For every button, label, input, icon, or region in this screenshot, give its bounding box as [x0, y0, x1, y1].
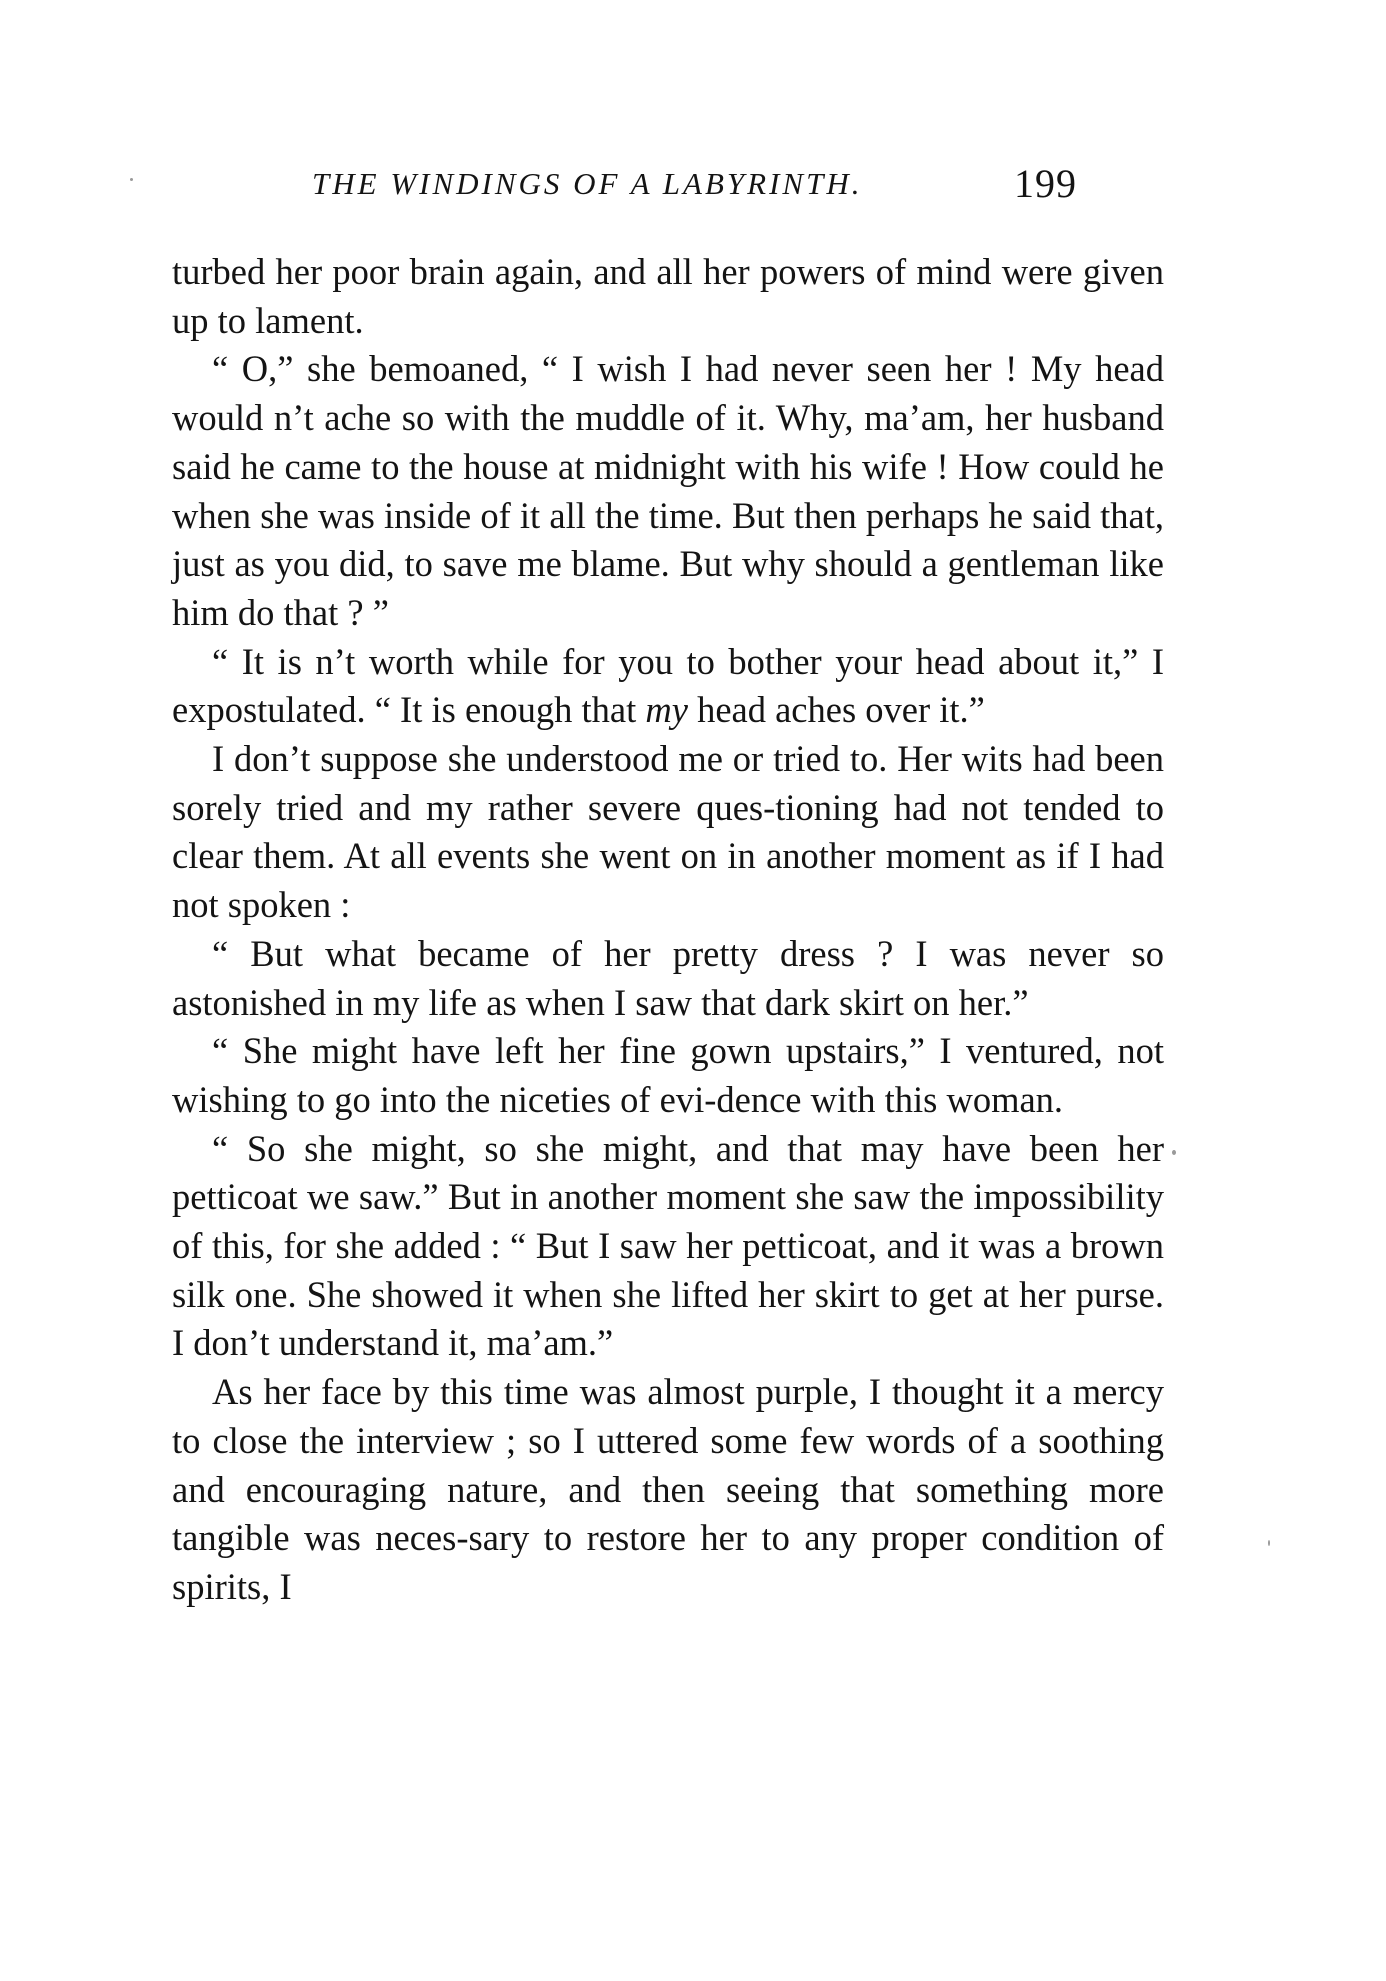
paragraph — [172, 248, 1164, 345]
paragraph — [172, 1027, 1164, 1124]
scan-speck — [1268, 1540, 1270, 1546]
text-run: As her face by this time was almost purple, I thought it a mercy to close the interview ; so I uttered some few words of a soothing and encouraging nature, and then seeing that something more tangible was neces-sary to restore her to any proper condition of spirits, I — [172, 1371, 1164, 1607]
scan-speck — [130, 178, 133, 181]
paragraph — [172, 1125, 1164, 1369]
text-run: head aches over it.” — [687, 689, 985, 731]
text-run: “ O,” she bemoaned, “ I wish I had never seen her ! My head would n’t ache so with the muddle of it. Why, ma’am, her husband said he came to the house at midnight with his wife ! How could he when she was inside of it all the time. But then perhaps he said that, just as you did, to save me blame. But why should a gentleman like him do that ? ” — [172, 348, 1164, 633]
emphasis-text: my — [645, 689, 688, 731]
running-head — [312, 160, 1077, 210]
running-title: THE WINDINGS OF A LABYRINTH. — [312, 166, 863, 201]
paragraph — [172, 345, 1164, 637]
paragraph — [172, 1368, 1164, 1612]
text-run: “ But what became of her pretty dress ? I was never so astonished in my life as when I saw that dark skirt on her.” — [172, 932, 1164, 1023]
text-run: I don’t suppose she understood me or tried to. Her wits had been sorely tried and my rather severe ques-tioning had not tended to clear them. At all events she went on in another moment as if I had not spoken : — [172, 738, 1164, 926]
page-number: 199 — [1014, 161, 1077, 206]
body-text — [172, 248, 1164, 1612]
paragraph — [172, 638, 1164, 735]
text-run: “ She might have left her fine gown upstairs,” I ventured, not wishing to go into the niceties of evi-dence with this woman. — [172, 1030, 1164, 1120]
paragraph — [172, 735, 1164, 930]
paragraph — [172, 930, 1164, 1027]
text-run: “ It is n’t worth while for you to bother your head about it,” I expostulated. “ It is enough that — [172, 640, 1164, 731]
text-run: turbed her poor brain again, and all her powers of mind were given up to lament. — [172, 251, 1164, 341]
text-run: “ So she might, so she might, and that may have been her petticoat we saw.” But in another moment she saw the impossibility of this, for she added : “ But I saw her petticoat, and it was a brown silk one. She showed it when she lifted her skirt to get at her purse. I don’t understand it, ma’am.” — [172, 1127, 1164, 1364]
scan-speck — [1172, 1150, 1176, 1155]
